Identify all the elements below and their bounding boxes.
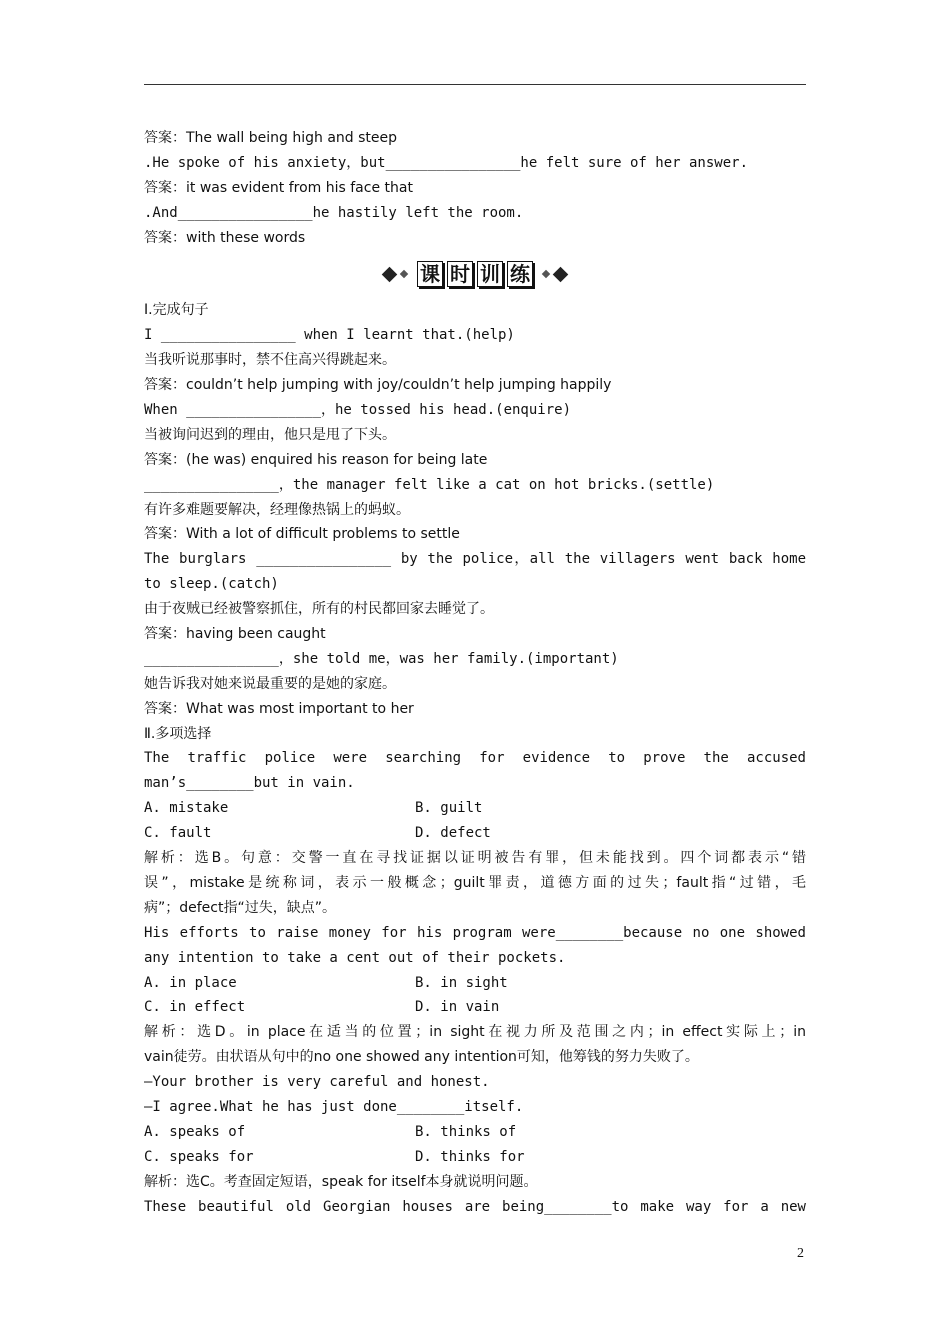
question-line: —I agree.What he has just done________itself. [144, 1098, 524, 1115]
question-line: .He spoke of his anxiety，but________________he felt sure of her answer. [144, 154, 749, 171]
diamond-icon [400, 270, 408, 278]
options-row [144, 995, 806, 1020]
option-d: D. in vain [415, 999, 500, 1016]
question-line: These beautiful old Georgian houses are being________to make way for a new [144, 1198, 806, 1215]
exercise-line: ________________，the manager felt like a cat on hot bricks.(settle) [144, 476, 715, 493]
question-line: .And________________he hastily left the room. [144, 204, 524, 221]
option-c: C. in effect [144, 999, 246, 1016]
options-row [144, 796, 806, 821]
answer-line: 答案：couldn’t help jumping with joy/couldn’t help jumping happily [144, 377, 612, 394]
answer-line: 答案：The wall being high and steep [144, 130, 398, 146]
options-row [144, 971, 806, 996]
banner-title: 课 时 训 练 [413, 261, 537, 287]
exercise-line: 由于夜贼已经被警察抓住，所有的村民都回家去睡觉了。 [144, 601, 494, 618]
option-d: D. defect [415, 825, 491, 842]
option-a: A. mistake [144, 800, 229, 817]
exercise-line: 当被询问迟到的理由，他只是甩了下头。 [144, 426, 396, 443]
diamond-icon [542, 270, 550, 278]
explanation-line: 误”，mistake是统称词，表示一般概念；guilt罪责，道德方面的过失；fault指“过错，毛 [144, 874, 806, 891]
exercise-line: The burglars ________________ by the police，all the villagers went back home [144, 551, 806, 568]
explanation-line: 解析：选D。in place在适当的位置；in sight在视力所及范围之内；in effect实际上；in [144, 1024, 806, 1041]
option-c: C. speaks for [144, 1148, 254, 1165]
explanation-line: vain徒劳。由状语从句中的no one showed any intention可知，他筹钱的努力失败了。 [144, 1049, 699, 1066]
section-banner [144, 250, 806, 298]
question-line: —Your brother is very careful and honest. [144, 1074, 490, 1091]
option-a: A. speaks of [144, 1123, 246, 1140]
answer-line: 答案：(he was) enquired his reason for being late [144, 451, 488, 468]
explanation-line: 病”；defect指“过失，缺点”。 [144, 899, 336, 916]
answer-line: 答案：What was most important to her [144, 700, 414, 717]
option-b: B. in sight [415, 974, 508, 991]
answer-line: 答案：it was evident from his face that [144, 179, 413, 196]
question-line: The traffic police were searching for evidence to prove the accused [144, 750, 806, 767]
question-line: man’s________but in vain. [144, 775, 355, 792]
diamond-icon [553, 267, 569, 283]
section-heading: Ⅱ.多项选择 [144, 725, 212, 742]
answer-line: 答案：With a lot of difficult problems to settle [144, 526, 460, 543]
question-line: any intention to take a cent out of their pockets. [144, 949, 566, 966]
explanation-line: 解析：选B。句意：交警一直在寻找证据以证明被告有罪，但未能找到。四个词都表示“错 [144, 850, 806, 867]
page-number: 2 [797, 1246, 804, 1261]
option-b: B. guilt [415, 800, 483, 817]
diamond-icon [382, 267, 398, 283]
question-line: His efforts to raise money for his program were________because no one showed [144, 924, 806, 941]
answer-line: 答案：with these words [144, 229, 306, 246]
exercise-line: 有许多难题要解决，经理像热锅上的蚂蚁。 [144, 501, 410, 518]
answer-line: 答案：having been caught [144, 626, 326, 643]
exercise-line: 当我听说那事时，禁不住高兴得跳起来。 [144, 352, 396, 369]
option-c: C. fault [144, 825, 212, 842]
exercise-line: ________________，she told me，was her family.(important) [144, 650, 619, 667]
exercise-line: I ________________ when I learnt that.(help) [144, 327, 515, 344]
header-rule [144, 84, 806, 85]
exercise-line: to sleep.(catch) [144, 576, 279, 593]
options-row [144, 1145, 806, 1170]
options-row [144, 821, 806, 846]
exercise-line: When ________________，he tossed his head.(enquire) [144, 402, 572, 419]
options-row [144, 1120, 806, 1145]
option-a: A. in place [144, 974, 237, 991]
exercise-line: 她告诉我对她来说最重要的是她的家庭。 [144, 675, 396, 692]
explanation-line: 解析：选C。考查固定短语，speak for itself本身就说明问题。 [144, 1173, 538, 1190]
page-content [144, 126, 806, 1219]
option-d: D. thinks for [415, 1148, 525, 1165]
option-b: B. thinks of [415, 1123, 517, 1140]
section-heading: Ⅰ.完成句子 [144, 302, 209, 319]
